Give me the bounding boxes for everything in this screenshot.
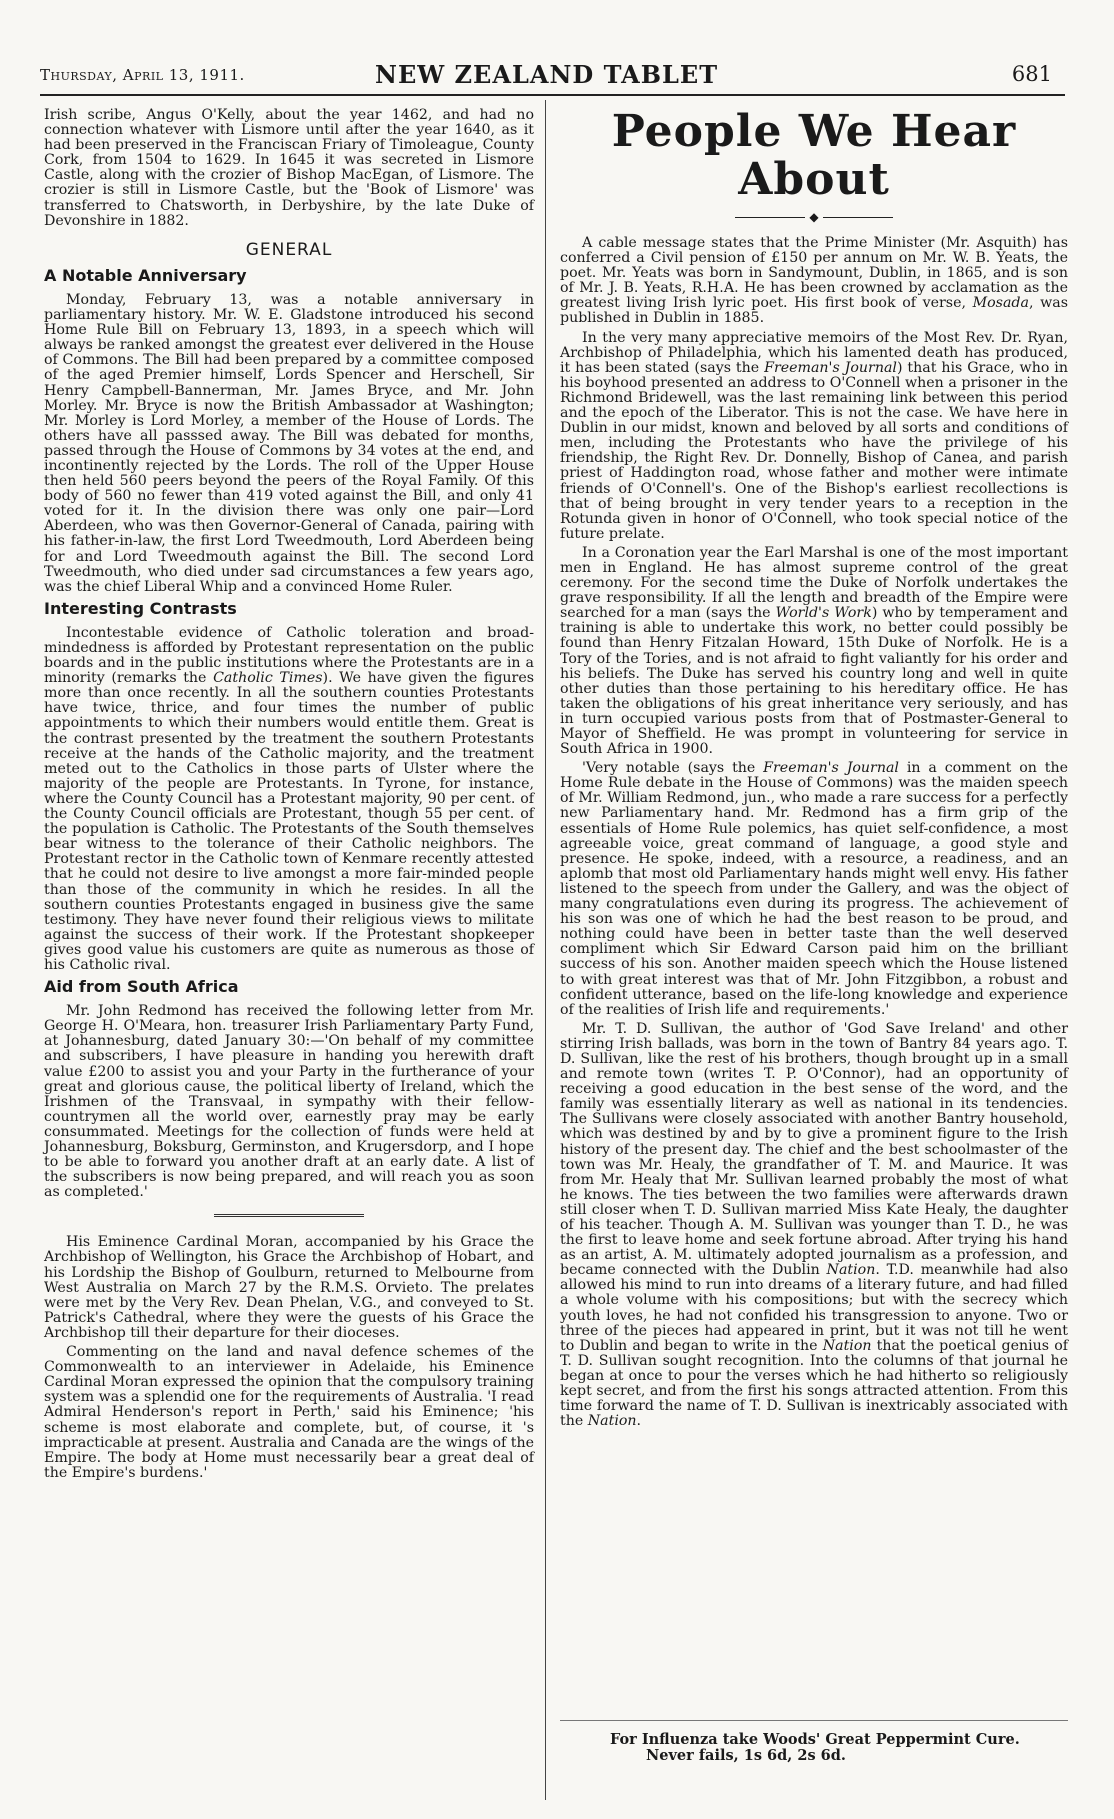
lismore-paragraph: Irish scribe, Angus O'Kelly, about the year 1462, and had no connection whatever with Lismore until after the year 1640, as it had been preserved in the Franciscan Friary of Timoleague, County Cork, from 1504 to 1629. In 1645 it was secreted in Lismore Castle, along with the crozier of Bishop MacEgan, of Lismore. The crozier is still in Lismore Castle, but the 'Book of Lismore' was transferred to Chatsworth, in Derbyshire, by the late Duke of Devonshire in 1882.	[44, 107, 534, 229]
masthead-title: NEW ZEALAND TABLET	[375, 60, 719, 89]
aid-south-africa-text: Mr. John Redmond has received the following letter from Mr. George H. O'Meara, hon. treasurer Irish Parliamentary Party Fund, at Johannesburg, dated January 30:—'On behalf of my committee and subscribers, I have pleasure in handing you herewith draft value £200 to assist you and your Party in the furtherance of your great and glorious cause, the political liberty of Ireland, which the Irishmen of the Transvaal, in sympathy with their fellow-countrymen all the world over, earnestly pray may be early consummated. Meetings for the collection of funds were held at Johannesburg, Boksburg, Germinston, and Krugersdorp, and I hope to be able to forward you another draft at an early date. A list of the subscribers is now being prepared, and will reach you as soon as completed.'	[44, 1003, 534, 1201]
diamond-icon: ◆	[809, 210, 819, 224]
heading-aid-south-africa: Aid from South Africa	[44, 977, 239, 997]
page-number: 681	[1011, 62, 1052, 86]
norfolk-paragraph: In a Coronation year the Earl Marshal is one of the most important men in England. He has almost supreme control of the great ceremony. For the second time the Duke of Norfolk undertakes the grave responsibility. If all the length and breadth of the Empire were searched for a man (says the World's Work) who by temperament and training is able to undertake this work, no better could possibly be found than Henry Fitzalan Howard, 15th Duke of Norfolk. He is a Tory of the Tories, and is not afraid to fight valiantly for his order and his beliefs. The Duke has served his country long and well in quite other duties than those pertaining to his hereditary office. He has taken the obligations of his great inheritance very seriously, and has in turn occupied various posts from that of Postmaster-General to Mayor of Sheffield. He was prompt in volunteering for service in South Africa in 1900.	[560, 544, 1068, 758]
header-rule	[40, 94, 1065, 96]
page-header	[40, 62, 1080, 90]
ad-line-2: Never fails, 1s 6d, 2s 6d.	[646, 1747, 846, 1764]
separator-rule	[214, 1214, 364, 1219]
interesting-contrasts-text: Incontestable evidence of Catholic toleration and broad-mindedness is afforded by Protestant representation on the public boards and in the public institutions where the Protestants are in a minority (remarks the Catholic Times). We have given the figures more than once recently. In all the southern counties Protestants have twice, thrice, and four times the number of public appointments to which their numbers would entitle them. Great is the contrast presented by the treatment the southern Protestants receive at the hands of the Catholic majority, and the treatment meted out to the Catholics in those parts of Ulster where the majority of the people are Protestants. In Tyrone, for instance, where the County Council has a Protestant majority, 90 per cent. of the County Council officials are Protestant, though 55 per cent. of the population is Catholic. The Protestants of the South themselves bear witness to the tolerance of their Catholic neighbors. The Protestant rector in the Catholic town of Kenmare recently attested that he could not desire to live amongst a more fair-minded people than those of the community in which he resides. In all the southern counties Protestants engaged in business give the same testimony. They have never found their religious views to militate against the success of their work. If the Protestant shopkeeper gives good value his customers are quite as numerous as those of his Catholic rival.	[44, 624, 535, 973]
ad-rule	[560, 1720, 1068, 1721]
ornament-rule	[560, 210, 1068, 224]
notable-anniversary-text: Monday, February 13, was a notable anniversary in parliamentary history. Mr. W. E. Gladstone introduced his second Home Rule Bill on February 13, 1893, in a speech which will always be ranked amongst the greatest ever delivered in the House of Commons. The Bill had been prepared by a committee composed of the aged Premier himself, Lords Spencer and Herschell, Sir Henry Campbell-Bannerman, Mr. James Bryce, and Mr. John Morley. Mr. Bryce is now the British Ambassador at Washington; Mr. Morley is Lord Morley, a member of the House of Lords. The others have all passsed away. The Bill was debated for months, passed through the House of Commons by 34 votes at the end, and incontinently rejected by the Lords. The roll of the Upper House then held 560 peers beyond the peers of the Royal Family. Of this body of 560 no fewer than 419 voted against the Bill, and only 41 voted for it. In the division there was only one pair—Lord Aberdeen, who was then Governor-General of Canada, pairing with his father-in-law, the first Lord Tweedmouth, Lord Aberdeen being for and Lord Tweedmouth against the Bill. The second Lord Tweedmouth, who died under sad circumstances a few years ago, was the chief Liberal Whip and a convinced Home Ruler.	[44, 291, 534, 595]
cardinal-moran-defence: Commenting on the land and naval defence schemes of the Commonwealth to an interviewer in Adelaide, his Eminence Cardinal Moran expressed the opinion that the compulsory training system was a splendid one for the requirements of Australia. 'I read Admiral Henderson's report in Perth,' said his Eminence; 'his scheme is most elaborate and complete, but, of course, it 's impracticable at present. Australia and Canada are the wings of the Empire. The body at Home must necessarily bear a great deal of the Empire's burdens.'	[44, 1344, 534, 1481]
heading-interesting-contrasts: Interesting Contrasts	[44, 598, 237, 618]
ad-line-1: For Influenza take Woods' Great Peppermint Cure.	[610, 1731, 1020, 1748]
right-column	[560, 108, 1068, 1433]
sullivan-paragraph: Mr. T. D. Sullivan, the author of 'God Save Ireland' and other stirring Irish ballads, was born in the town of Bantry 84 years ago. T. D. Sullivan, like the rest of his brothers, though brought up in a small and remote town (writes T. P. O'Connor), had an opportunity of receiving a good education in the best sense of the word, and the family was essentially literary as well as national in its tendencies. The Sullivans were closely associated with another Bantry household, which was destined by and by to give a prominent figure to the Irish history of the present day. The chief and the best schoolmaster of the town was Mr. Healy, the grandfather of T. M. and Maurice. It was from Mr. Healy that Mr. Sullivan learned probably the most of what he knows. The ties between the two families were afterwards drawn still closer when T. D. Sullivan married Miss Kate Healy, the daughter of his teacher. Though A. M. Sullivan was younger than T. D., he was the first to leave home and seek fortune abroad. After trying his hand as an artist, A. M. ultimately adopted journalism as a profession, and became connected with the Dublin Nation. T.D. meanwhile had also allowed his mind to run into dreams of a literary future, and had filled a whole volume with his compositions; but with the secrecy which youth loves, he had not confided his transgression to anyone. Two or three of the pieces had appeared in print, but it was not till he went to Dublin and began to write in the Nation that the poetical genius of T. D. Sullivan sought recognition. Into the columns of that journal he began at once to pour the verses which he had hitherto so religiously kept secret, and from the first his songs attracted attention. From this time forward the name of T. D. Sullivan is inextricably associated with the Nation.	[560, 1020, 1068, 1430]
section-heading-general: GENERAL	[245, 239, 333, 260]
people-we-hear-about-title: People We Hear About	[611, 106, 1017, 205]
left-column	[44, 108, 534, 1485]
cardinal-moran-return: His Eminence Cardinal Moran, accompanied by his Grace the Archbishop of Wellington, his Grace the Archbishop of Hobart, and his Lordship the Bishop of Goulburn, returned to Melbourne from West Australia on March 27 by the R.M.S. Orvieto. The prelates were met by the Very Rev. Dean Phelan, V.G., and conveyed to St. Patrick's Cathedral, where they were the guests of his Grace the Archbishop till their departure for their dioceses.	[44, 1234, 534, 1341]
ryan-paragraph: In the very many appreciative memoirs of the Most Rev. Dr. Ryan, Archbishop of Philadelphia, which his lamented death has produced, it has been stated (says the Freeman's Journal) that his Grace, who in his boyhood presented an address to O'Connell when a prisoner in the Richmond Bridewell, was the last remaining link between this period and the epoch of the Liberator. This is not the case. We have here in Dublin in our midst, known and beloved by all sorts and conditions of men, including the Protestants who have the privilege of his friendship, the Right Rev. Dr. Donnelly, Bishop of Canea, and parish priest of Haddington road, whose father and mother were intimate friends of O'Connell's. One of the Bishop's earliest recollections is that of being brought in very tender years to a reception in the Rotunda given in honor of O'Connell, who took special notice of the future prelate.	[560, 329, 1068, 542]
issue-date: Thursday, April 13, 1911.	[40, 66, 245, 84]
heading-notable-anniversary: A Notable Anniversary	[44, 265, 247, 285]
yeats-paragraph: A cable message states that the Prime Minister (Mr. Asquith) has conferred a Civil pension of £150 per annum on Mr. W. B. Yeats, the poet. Mr. Yeats was born in Sandymount, Dublin, in 1865, and is son of Mr. J. B. Yeats, R.H.A. He has been crowned by acclamation as the greatest living Irish lyric poet. His first book of verse, Mosada, was published in Dublin in 1885.	[560, 235, 1068, 327]
redmond-paragraph: 'Very notable (says the Freeman's Journal in a comment on the Home Rule debate in the House of Commons) was the maiden speech of Mr. William Redmond, jun., who made a rare success for a perfectly new Parliamentary hand. Mr. Redmond has a firm grip of the essentials of Home Rule polemics, has quiet self-confidence, a most agreeable voice, great command of language, a good style and presence. He spoke, indeed, with a resource, a readiness, and an aplomb that most old Parliamentary hands might well envy. His father listened to the speech from under the Gallery, and was the object of many congratulations even during its progress. The achievement of his son was one of which he had the best reason to be proud, and nothing could have been in better taste than the well deserved compliment which Sir Edward Carson paid him on the brilliant success of his son. Another maiden speech which the House listened to with great interest was that of Mr. John Fitzgibbon, a robust and confident utterance, based on the life-long knowledge and experience of the realities of Irish life and requirements.'	[560, 760, 1068, 1018]
peppermint-cure-ad	[610, 1732, 1060, 1764]
column-divider	[545, 100, 546, 1800]
